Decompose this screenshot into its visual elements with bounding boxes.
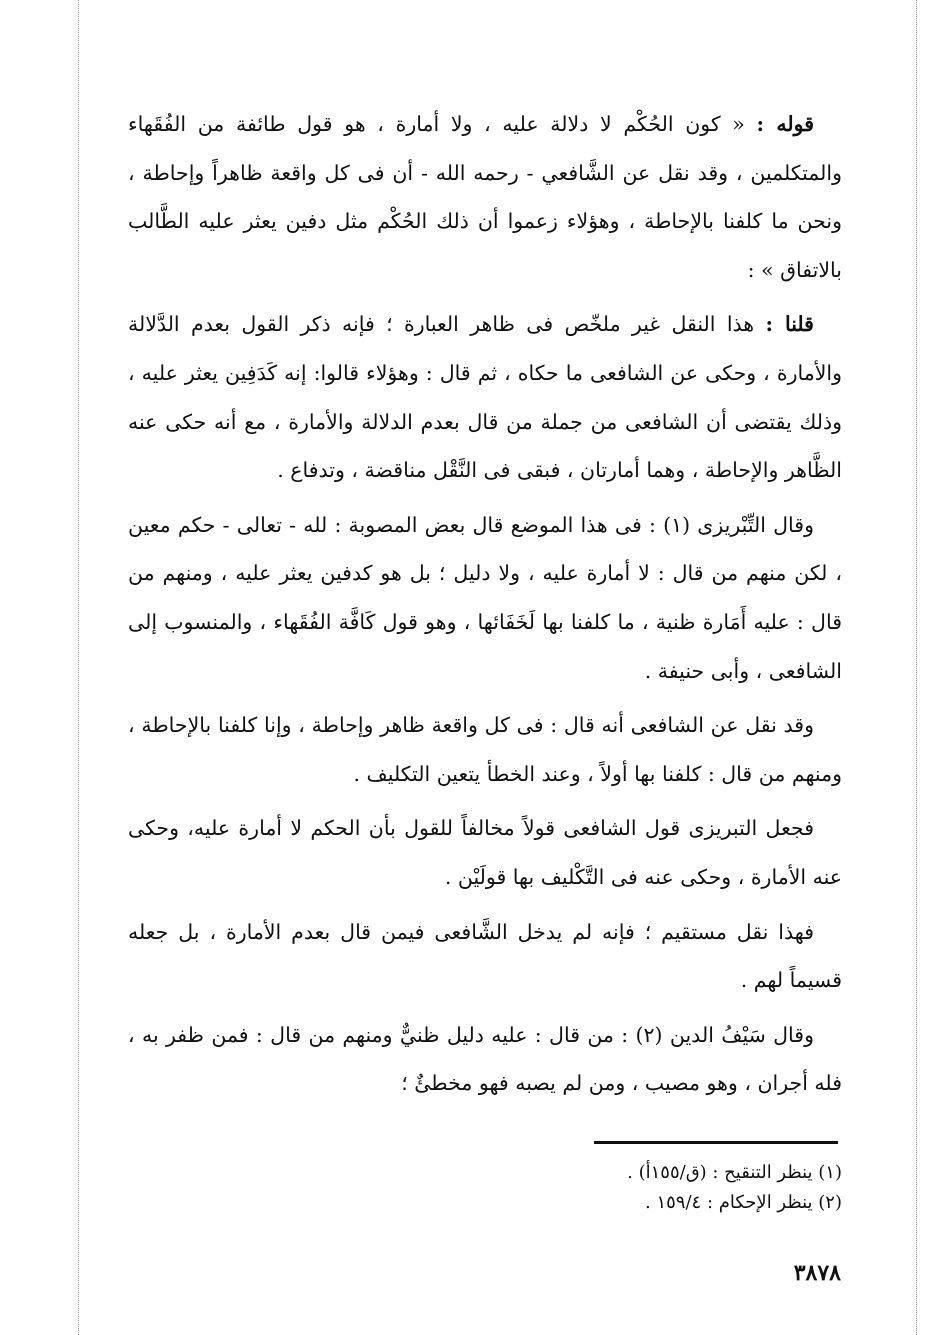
paragraph-lead: قوله : (756, 112, 814, 136)
scan-edge-right (916, 0, 917, 1335)
paragraph-7 (128, 1011, 842, 1108)
footnote-1: (١) ينظر التنقيح : (ق/١٥٥أ) . (627, 1162, 842, 1183)
paragraph-text: وقال التِّبْريزى (١) : فى هذا الموضع قال بعض المصوبة : لله - تعالى - حكم معين ، لكن منهم من قال : لا أمارة عليه ، ولا دليل ؛ بل هو كدفين يعثر عليه ، ومنهم من قال : عليه أَمَارة ظنية ، ما كلفنا بها لَخَفَائها ، وهو قول كَافَّة الفُقَهاء ، والمنسوب إلى الشافعى ، وأبى حنيفة . (128, 512, 842, 683)
paragraph-text: « كون الحُكْم لا دلالة عليه ، ولا أمارة ، هو قول طائفة من الفُقَهاء والمتكلمين ، وقد نقل عن الشَّافعي - رحمه الله - أن فى كل واقعة ظاهراً وإحاطة ، ونحن ما كلفنا بالإحاطة ، وهؤلاء زعموا أن ذلك الحُكْم مثل دفين يعثر عليه الطَّالب بالاتفاق » : (128, 112, 842, 282)
paragraph-text: وقال سَيْفُ الدين (٢) : من قال : عليه دليل ظنيٌّ ومنهم من قال : فمن ظفر به ، فله أجران ، وهو مصيب ، ومن لم يصبه فهو مخطئٌ ؛ (128, 1022, 842, 1096)
paragraph-text: فجعل التبريزى قول الشافعى قولاً مخالفاً للقول بأن الحكم لا أمارة عليه، وحكى عنه الأمارة ، وحكى عنه فى التَّكْليف بها قولَيْن . (128, 816, 842, 889)
scan-edge-left (78, 0, 79, 1335)
paragraph-text: هذا النقل غير ملخّص فى ظاهر العبارة ؛ فإنه ذكر القول بعدم الدَّلالة والأمارة ، وحكى عن الشافعى ما حكاه ، ثم قال : وهؤلاء قالوا: إنه كَدَفِين يعثر عليه ، وذلك يقتضى أن الشافعى من جملة من قال بعدم الدلالة والأمارة ، مع أنه حكى عنه الظَّاهر والإحاطة ، وهما أمارتان ، فبقى فى النَّقْل مناقضة ، وتدفاع . (128, 312, 842, 483)
paragraph-2 (128, 300, 842, 494)
paragraph-3 (128, 501, 842, 695)
main-text (128, 100, 842, 1108)
paragraph-text: وقد نقل عن الشافعى أنه قال : فى كل واقعة ظاهر وإحاطة ، وإنا كلفنا بالإحاطة ، ومنهم من قال : كلفنا بها أولاً ، وعند الخطأ يتعين التكليف . (128, 713, 842, 786)
footnote-2: (٢) ينظر الإحكام : ١٥٩/٤ . (645, 1192, 842, 1213)
footnote-divider (594, 1141, 838, 1144)
paragraph-5 (128, 804, 842, 901)
paragraph-text: فهذا نقل مستقيم ؛ فإنه لم يدخل الشَّافعى فيمن قال بعدم الأمارة ، بل جعله قسيماً لهم . (128, 919, 842, 993)
paragraph-1 (128, 100, 842, 294)
paragraph-lead: قلنا : (765, 312, 814, 337)
paragraph-6 (128, 908, 842, 1005)
footnotes (500, 1158, 842, 1218)
page-number: ٣٨٧٨ (793, 1260, 841, 1286)
paragraph-4 (128, 701, 842, 798)
